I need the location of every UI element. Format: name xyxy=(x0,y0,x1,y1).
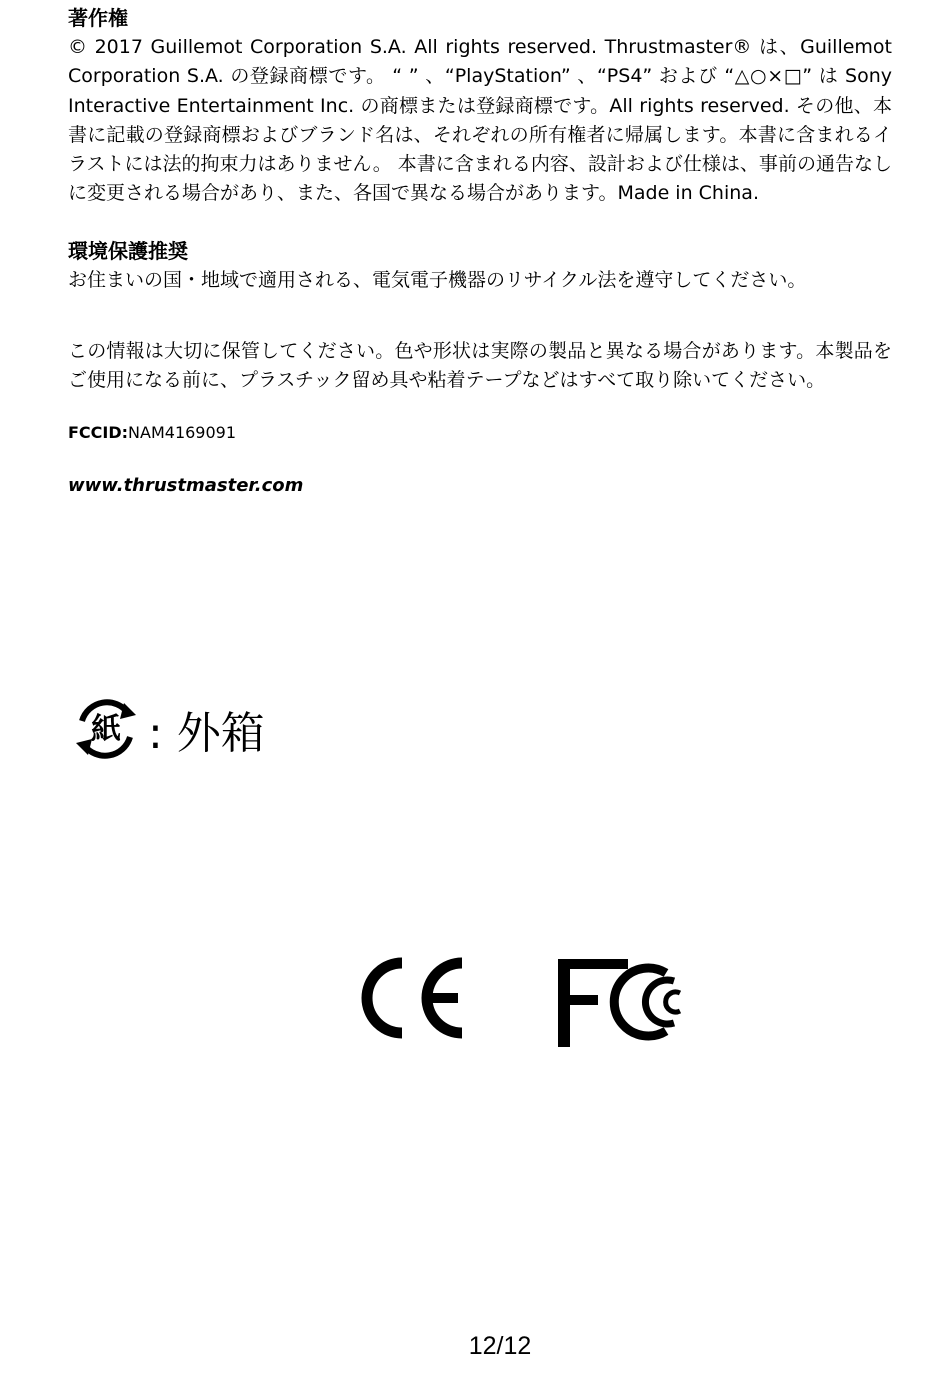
copyright-paragraph: © 2017 Guillemot Corporation S.A. All rights reserved. Thrustmaster® は、Guillemot Corporation S.A. の登録商標です。 “ ” 、“PlayStation” 、“PS4” および “△○×□” は Sony Interactive Entertainment Inc. の商標または登録商標です。All rights reserved. その他、本書に記載の登録商標およびブランド名は、それぞれの所有権者に帰属します。本書に含まれるイラストには法的拘束力はありません。 本書に含まれる内容、設計および仕様は、事前の通告なしに変更される場合があり、また、各国で異なる場合があります。Made in China. xyxy=(68,36,892,205)
spacer xyxy=(68,396,892,422)
recycle-section xyxy=(68,686,265,772)
paper-glyph: 紙 xyxy=(91,712,121,747)
ce-mark-icon xyxy=(350,955,470,1041)
fcc-id-label: FCCID: xyxy=(68,422,129,442)
spacer xyxy=(68,209,892,237)
spacer xyxy=(68,295,892,337)
spacer xyxy=(68,444,892,474)
paper-recycle-icon xyxy=(68,691,144,767)
fcc-id xyxy=(68,422,892,444)
fcc-mark-icon xyxy=(556,955,686,1049)
environment-heading: 環境保護推奨 xyxy=(68,238,188,263)
fcc-id-value: NAM4169091 xyxy=(128,422,237,442)
recycle-label: : 外箱 xyxy=(148,708,265,759)
environment-paragraph: お住まいの国・地域で適用される、電気電子機器のリサイクル法を遵守してください。 xyxy=(68,268,807,291)
notice-paragraph: この情報は大切に保管してください。色や形状は実際の製品と異なる場合があります。本製品をご使用になる前に、プラスチック留め具や粘着テープなどはすべて取り除いてください。 xyxy=(68,340,892,392)
website-link[interactable]: www.thrustmaster.com xyxy=(68,474,304,496)
copyright-heading: 著作権 xyxy=(68,6,128,30)
page-number: 12/12 xyxy=(468,1332,532,1360)
page-content xyxy=(68,4,892,498)
